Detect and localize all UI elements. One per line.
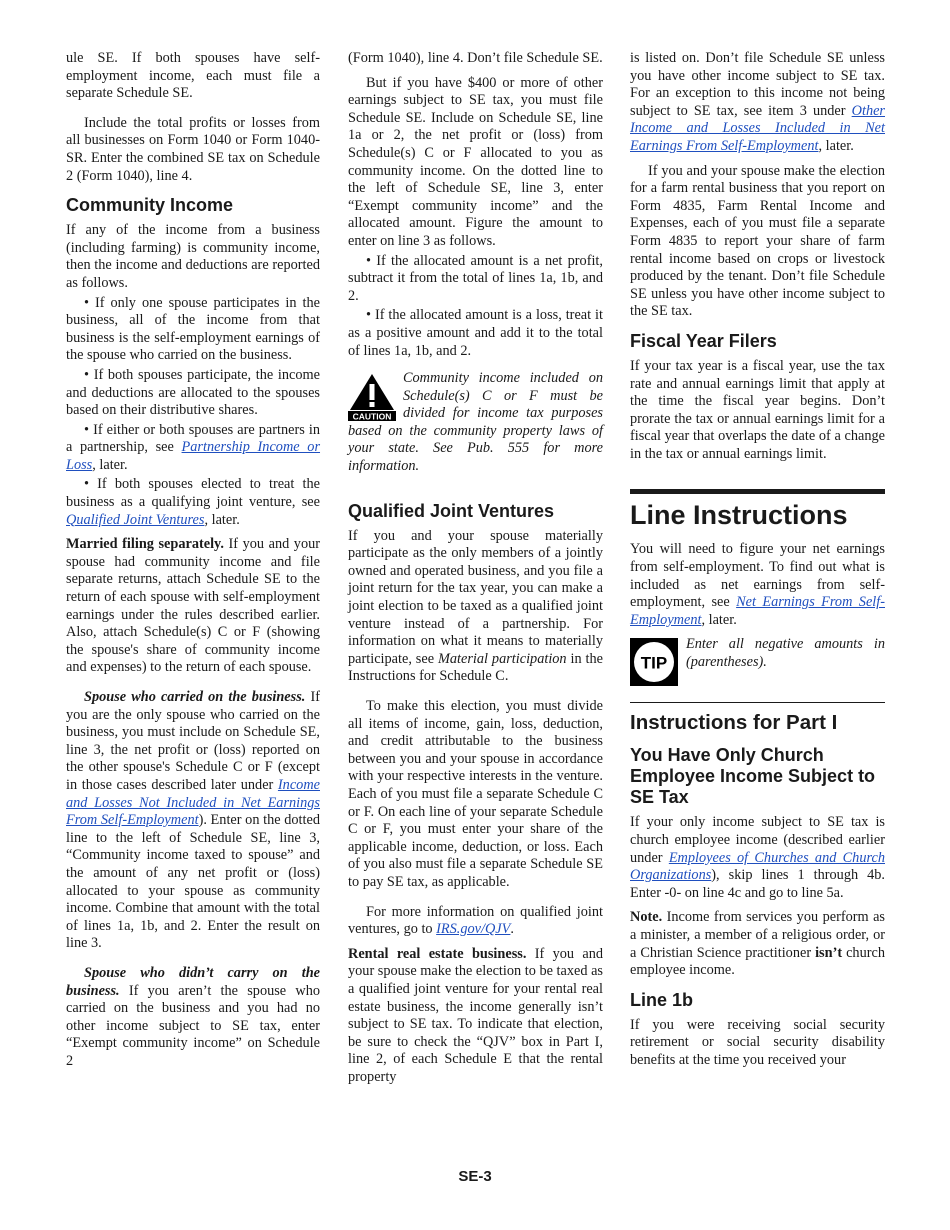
paragraph: You will need to figure your net earnings from self-employment. To find out what is included as net earnings from self-employment, see Net Earnings From Self-Employment, later. (630, 541, 885, 628)
paragraph: ule SE. If both spouses have self-employment income, each must file a separate Schedule SE. (66, 50, 320, 102)
bullet-item: • If both spouses participate, the income and deductions are allocated to the spouses based on their distributive shares. (66, 366, 320, 419)
heading-line-1b: Line 1b (630, 989, 694, 1010)
bullet-item: • If either or both spouses are partners in a partnership, see Partnership Income or Loss, later. (66, 421, 321, 473)
paragraph: If your tax year is a fiscal year, use the tax rate and annual earnings limit that apply at the time the fiscal year begins. Don’t prorate the tax or annual earnings limit for a fiscal year that overlaps the date of a change in the tax or annual earnings limit. (630, 357, 885, 462)
link-other-income-losses-included[interactable]: Other Income and Losses Included in Net Earnings From Self-Employment (630, 102, 885, 154)
bullet-item: • If the allocated amount is a net profit, subtract it from the total of lines 1a, 1b, and 2. (348, 252, 603, 304)
paragraph: To make this election, you must divide all items of income, gain, loss, deduction, and credit attributable to the business between you and your spouse in accordance with your respective interests in the venture. Each of you must file a separate Schedule C or F. On each line of your separate Schedule C or F, you must enter your share of the applicable income, deduction, or loss. Each of you also must file a separate Schedule SE to pay SE tax, as applicable. (348, 698, 603, 890)
tip-text: Enter all negative amounts in (parentheses). (686, 636, 885, 671)
caution-icon (348, 372, 396, 422)
heading-line-instructions: Line Instructions (630, 489, 885, 531)
paragraph-married-filing-separately: Married filing separately. If you and your spouse had community income and file separate returns, attach Schedule SE to the return of each spouse with self-employment earnings under the rules described earlier. Also, attach Schedule(s) C or F (showing the spouse's share of community income and expenses) to the return of each spouse. (66, 536, 320, 676)
paragraph: is listed on. Don’t file Schedule SE unless you have other income subject to SE tax. For an exception to this income not being subject to SE tax, see item 3 under Other Income and Losses Included in Net Earnings From Self-Employment, later. (630, 50, 885, 154)
page-number: SE-3 (458, 1168, 492, 1185)
heading-community-income: Community Income (66, 195, 234, 216)
link-income-losses-not-included[interactable]: Income and Losses Not Included in Net Earnings From Self-Employment (66, 776, 320, 829)
bullet-item: • If the allocated amount is a loss, treat it as a positive amount and add it to the total of lines 1a, 1b, and 2. (348, 307, 603, 359)
paragraph: If your only income subject to SE tax is church employee income (described earlier under Employees of Churches and Church Organizations), skip lines 1 through 4b. Enter -0- on line 4c and go to line 5a. (630, 814, 885, 901)
paragraph: If you were receiving social security retirement or social security disability benefits at the time you received your (630, 1016, 885, 1068)
column-3 (630, 50, 885, 1077)
column-1 (66, 50, 320, 1077)
link-qualified-joint-ventures[interactable]: Qualified Joint Ventures (66, 511, 205, 528)
paragraph-spouse-carried-business: Spouse who carried on the business. If you are the only spouse who carried on the business, you must include on Schedule SE, line 3, the net profit or (loss) reported on the other spouse's Schedule C or F (except in those cases described later under Income and Losses Not Included in Net Earnings From Self-Employment). Enter on the dotted line to the left of Schedule SE, line 3, “Community income taxed to spouse” and the amount of any net profit or (loss) allocated to your spouse as community income. Combine that amount with the total of lines 1a, 1b, and 2. Enter the result on line 3. (66, 689, 320, 952)
bullet-item: • If only one spouse participates in the business, all of the income from that business is the self-employment earnings of the spouse who carried on the business. (66, 294, 320, 364)
paragraph-spouse-didnt-carry: Spouse who didn’t carry on the business. If you aren’t the spouse who carried on the business and you had no other income subject to SE tax, enter “Exempt community income” on Schedule 2 (66, 964, 320, 1069)
tip-label: TIP (640, 653, 668, 673)
link-irs-qjv[interactable]: IRS.gov/QJV (436, 921, 511, 938)
paragraph: (Form 1040), line 4. Don’t file Schedule SE. (348, 50, 603, 66)
link-net-earnings-self-employment[interactable]: Net Earnings From Self-Employment (630, 594, 885, 628)
heading-church-employee-income: You Have Only Church Employee Income Subject to SE Tax (630, 745, 876, 808)
heading-qualified-joint-ventures: Qualified Joint Ventures (348, 500, 555, 521)
column-2 (348, 50, 603, 1093)
caution-text: Community income included on Schedule(s) C or F must be divided for income tax purposes based on the community property laws of your state. See Pub. 555 for more information. (348, 370, 603, 475)
tip-icon (630, 638, 678, 686)
heading-instructions-part-1: Instructions for Part I (630, 702, 885, 735)
heading-fiscal-year-filers: Fiscal Year Filers (630, 330, 777, 351)
paragraph: But if you have $400 or more of other earnings subject to SE tax, you must file Schedule SE. Include on Schedule SE, line 1a or 2, the net profit or (loss) from Schedule(s) C or F allocated to you as community income. On the dotted line to the left of Schedule SE, line 3, enter “Exempt community income” and the allocated amount. Figure the amount to enter on line 3 as follows. (348, 74, 603, 249)
paragraph-rental-real-estate: Rental real estate business. If you and your spouse make the election to be taxed as a qualified joint venture for your rental real estate business, the income generally isn’t subject to SE tax. To indicate that election, be sure to check the “QJV” box in Part I, line 2, of each Schedule E that the rental property (348, 945, 603, 1085)
caution-label: CAUTION (352, 411, 392, 422)
link-partnership-income[interactable]: Partnership Income or Loss (66, 439, 321, 473)
tip-note (630, 636, 885, 686)
paragraph-note: Note. Income from services you perform as a minister, a member of a religious order, or a Christian Science practitioner isn’t church employee income. (630, 909, 885, 979)
paragraph: If you and your spouse materially participate as the only members of a jointly owned and operated business, and you file a joint return for the tax year, you can make a joint election to be taxed as a qualified joint venture instead of a partnership. For information on what it means to materially participate, see Material participation in the Instructions for Schedule C. (348, 527, 603, 685)
paragraph: If any of the income from a business (including farming) is community income, then the income and deductions are reported as follows. (66, 222, 320, 291)
paragraph: For more information on qualified joint ventures, go to IRS.gov/QJV. (348, 903, 603, 938)
paragraph: If you and your spouse make the election for a farm rental business that you report on Form 4835, Farm Rental Income and Expenses, each of you must file a separate Form 4835 to report your share of farm rental income based on crops or livestock produced by the tenant. Don’t file Schedule SE unless you have other income subject to the SE tax. (630, 162, 885, 320)
bullet-item: • If both spouses elected to treat the business as a qualifying joint venture, see Qualified Joint Ventures, later. (66, 476, 320, 528)
caution-note (348, 370, 603, 483)
link-employees-churches[interactable]: Employees of Churches and Church Organizations (630, 849, 885, 884)
paragraph: Include the total profits or losses from all businesses on Form 1040 or Form 1040-SR. Enter the combined SE tax on Schedule 2 (Form 1040), line 4. (66, 114, 320, 184)
